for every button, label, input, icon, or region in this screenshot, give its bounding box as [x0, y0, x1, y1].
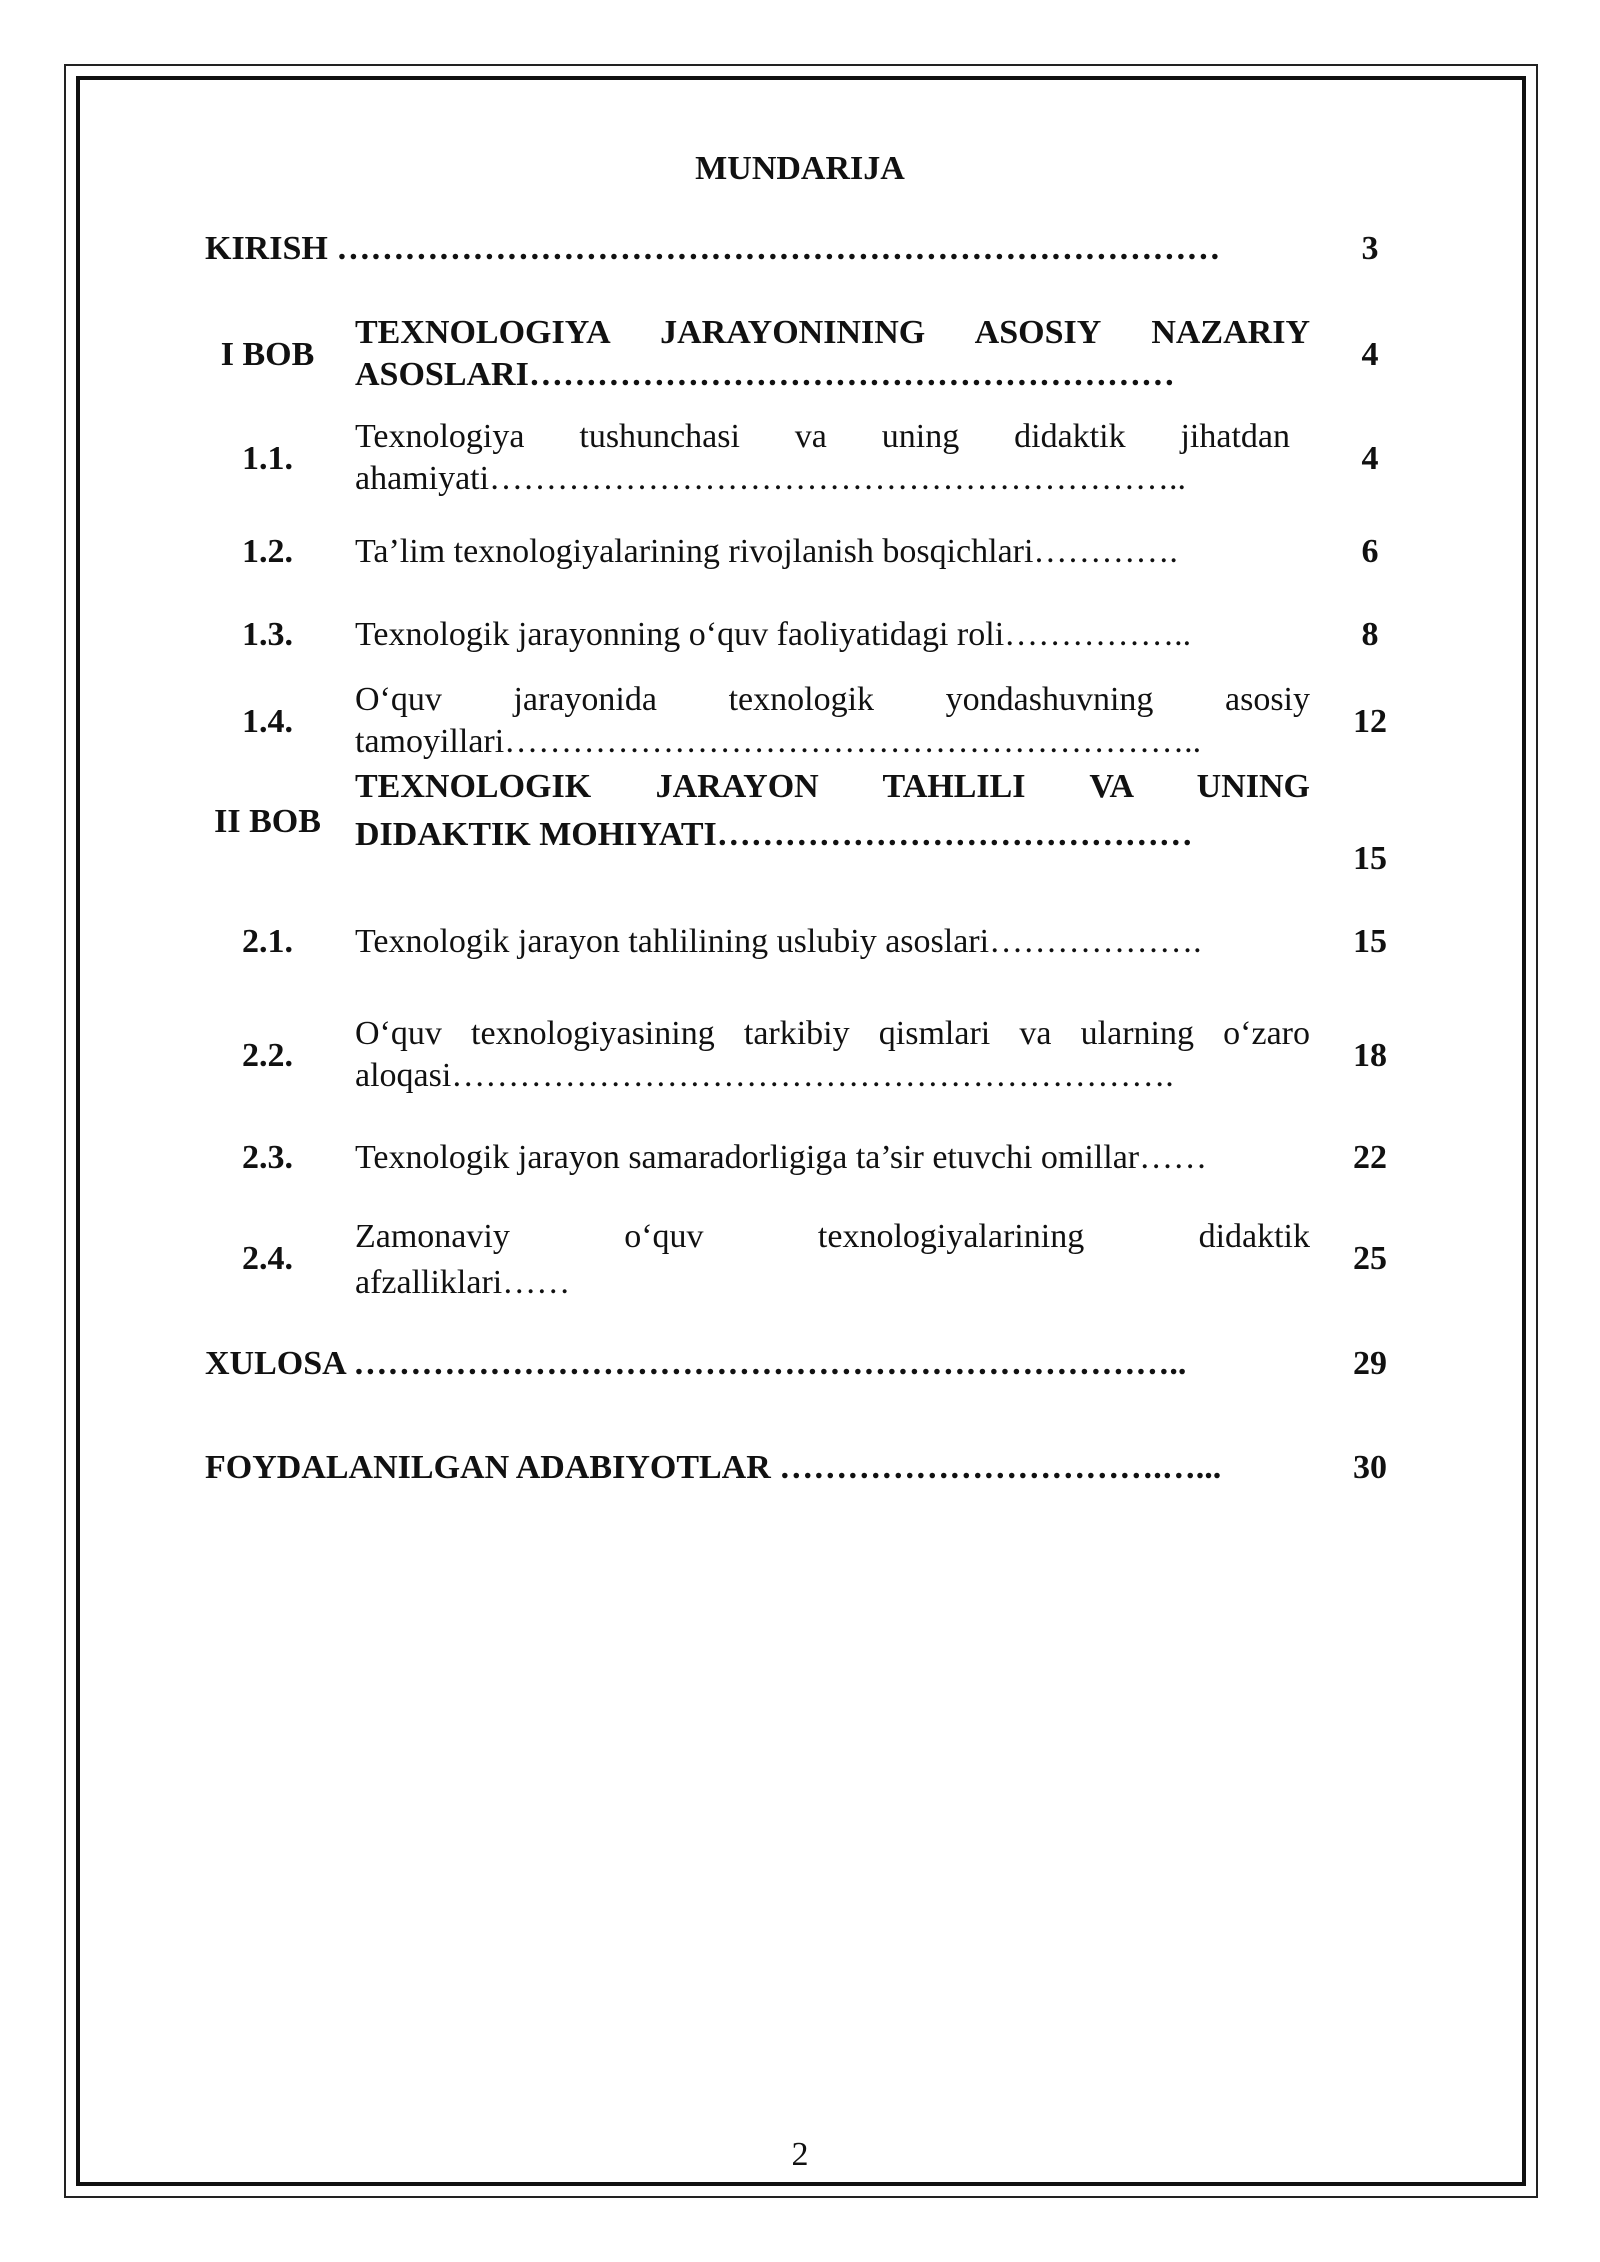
toc-entry-line2: ahamiyati…………………………………………………….. [355, 460, 1187, 497]
toc-entry-line2: DIDAKTIK MOHIYATI…………………………………… [355, 816, 1193, 853]
toc-section-label: 2.4. [242, 1240, 293, 1277]
toc-entry-line1: O‘quv jarayonida texnologik yondashuvning asosiy [355, 681, 1310, 718]
toc-section-label: 2.3. [242, 1139, 293, 1176]
toc-page-number: 22 [1353, 1139, 1387, 1176]
toc-page-number: 6 [1361, 533, 1379, 570]
toc-entry-text: FOYDALANILGAN ADABIYOTLAR …………………………….…... [205, 1449, 1222, 1486]
toc-page-number: 15 [1353, 840, 1387, 877]
toc-page-number: 15 [1353, 923, 1387, 960]
toc-entry-line1: Texnologiya tushunchasi va uning didaktik jihatdan [355, 418, 1290, 455]
toc-section-label: 1.4. [242, 703, 293, 740]
toc-page-number: 4 [1361, 440, 1379, 477]
toc-entry-text: KIRISH …………………………………………………………………… [205, 230, 1221, 267]
toc-entry-line2: afzalliklari…… [355, 1264, 571, 1301]
toc-page-number: 12 [1353, 703, 1387, 740]
toc-entry-line1: TEXNOLOGIYA JARAYONINING ASOSIY NAZARIY [355, 314, 1310, 351]
toc-section-label: 2.1. [242, 923, 293, 960]
toc-page-number: 29 [1353, 1345, 1387, 1382]
toc-section-label: 2.2. [242, 1037, 293, 1074]
toc-page-number: 30 [1353, 1449, 1387, 1486]
toc-section-label: 1.3. [242, 616, 293, 653]
toc-page-number: 18 [1353, 1037, 1387, 1074]
toc-entry-line1: O‘quv texnologiyasining tarkibiy qismlari va ularning o‘zaro [355, 1015, 1310, 1052]
toc-entry-text: Texnologik jarayon samaradorligiga ta’sir etuvchi omillar…… [355, 1139, 1208, 1176]
toc-entry-line1: Zamonaviy o‘quv texnologiyalarining didaktik [355, 1218, 1310, 1255]
toc-entry-text: Texnologik jarayon tahlilining uslubiy asoslari………………. [355, 923, 1202, 960]
page-number: 2 [791, 2136, 809, 2173]
toc-entry-text: Ta’lim texnologiyalarining rivojlanish bosqichlari…………. [355, 533, 1178, 570]
toc-page-number: 25 [1353, 1240, 1387, 1277]
toc-entry-line2: tamoyillari…………………………………………………….. [355, 723, 1202, 760]
toc-entry-line2: aloqasi………………………………………………………. [355, 1057, 1174, 1094]
toc-entry-text: Texnologik jarayonning o‘quv faoliyatidagi roli…………….. [355, 616, 1192, 653]
toc-page-number: 3 [1361, 230, 1379, 267]
toc-chapter-label: II BOB [214, 803, 321, 840]
toc-chapter-label: I BOB [220, 336, 315, 373]
toc-title: MUNDARIJA [695, 150, 905, 187]
toc-page-number: 4 [1361, 336, 1379, 373]
toc-entry-line2: ASOSLARI………………………………………………… [355, 356, 1175, 393]
toc-page-number: 8 [1361, 616, 1379, 653]
toc-entry-text: XULOSA ……………………………………………………………….. [205, 1345, 1187, 1382]
toc-section-label: 1.2. [242, 533, 293, 570]
toc-section-label: 1.1. [242, 440, 293, 477]
toc-entry-line1: TEXNOLOGIK JARAYON TAHLILI VA UNING [355, 768, 1310, 805]
